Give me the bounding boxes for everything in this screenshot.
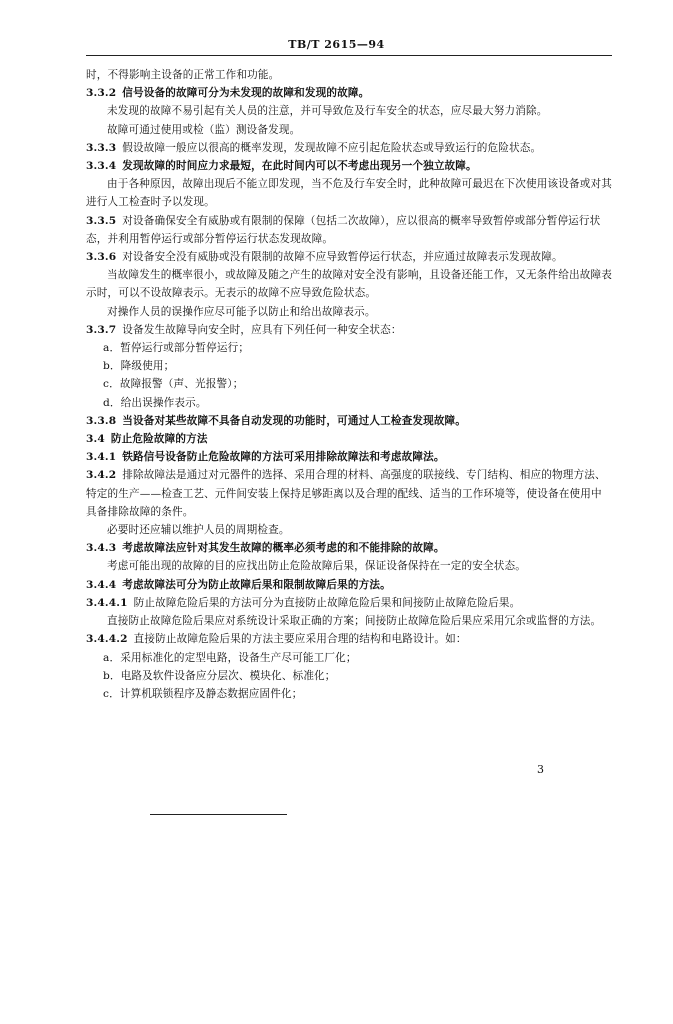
clause-3-4-2: 3.4.2 排除故障法是通过对元器件的选择、采用合理的材料、高强度的联接线、专门结构、相应的物理方法、特定的生产——检查工艺、元件间安装上保持足够距离以及合理的配线、适当的工作环境等，使设备在使用中具备排除故障的条件。 — [86, 469, 606, 518]
section-number: 3.3.3 — [86, 141, 117, 154]
list-item: a．采用标准化的定型电路，设备生产尽可能工厂化； — [103, 651, 357, 664]
list-item: b．电路及软件设备应分层次、模块化、标准化； — [103, 669, 336, 682]
clause-3-4-4-2: 3.4.4.2 直接防止故障危险后果的方法主要应采用合理的结构和电路设计。如： — [86, 633, 467, 646]
paragraph: 时，不得影响主设备的正常工作和功能。 — [86, 69, 280, 81]
clause-3-4-3: 3.4.3 考虑故障法应针对其发生故障的概率必须考虑的和不能排除的故障。 — [86, 542, 445, 555]
document-body — [86, 66, 612, 703]
page-number: 3 — [537, 763, 544, 776]
paragraph: 必要时还应辅以维护人员的周期检查。 — [107, 524, 290, 537]
section-number: 3.3.7 — [86, 323, 117, 336]
section-number: 3.3.2 — [86, 87, 117, 100]
list-item: c．计算机联锁程序及静态数据应固件化； — [103, 687, 303, 700]
section-number: 3.4.4.1 — [86, 596, 128, 609]
list-item: c．故障报警（声、光报警）； — [103, 378, 244, 391]
section-number: 3.3.4 — [86, 160, 117, 173]
paragraph: 未发现的故障不易引起有关人员的注意，并可导致危及行车安全的状态，应尽最大努力消除。 — [107, 105, 548, 118]
section-number: 3.4.1 — [86, 451, 117, 464]
list-item: d．给出误操作表示。 — [103, 396, 207, 409]
paragraph: 当故障发生的概率很小，或故障及随之产生的故障对安全没有影响，且设备还能工作，又无条件给出故障表示时，可以不设故障表示。无表示的故障不应导致危险状态。 — [86, 269, 612, 300]
section-number: 3.4.4 — [86, 578, 117, 591]
clause-3-3-8: 3.3.8 当设备对某些故障不具备自动发现的功能时，可通过人工检查发现故障。 — [86, 414, 467, 427]
paragraph: 考虑可能出现的故障的目的应找出防止危险故障后果，保证设备保持在一定的安全状态。 — [107, 560, 527, 573]
list-item: b．降级使用； — [103, 360, 175, 373]
clause-3-3-4: 3.3.4 发现故障的时间应力求最短，在此时间内可以不考虑出现另一个独立故障。 — [86, 160, 477, 173]
section-number: 3.3.6 — [86, 251, 117, 264]
clause-3-4-4-1: 3.4.4.1 防止故障危险后果的方法可分为直接防止故障危险后果和间接防止故障危险后果。 — [86, 596, 521, 609]
clause-3-3-3: 3.3.3 假设故障一般应以很高的概率发现，发现故障不应引起危险状态或导致运行的危险状态。 — [86, 141, 542, 154]
clause-3-3-2: 3.3.2 信号设备的故障可分为未发现的故障和发现的故障。 — [86, 87, 370, 100]
section-number: 3.4.2 — [86, 469, 117, 482]
section-number: 3.4.4.2 — [86, 633, 128, 646]
section-number: 3.3.8 — [86, 414, 117, 427]
section-number: 3.4.3 — [86, 542, 117, 555]
section-number: 3.4 — [86, 433, 105, 446]
list-item: a．暂停运行或部分暂停运行； — [103, 342, 250, 355]
paragraph: 由于各种原因，故障出现后不能立即发现，当不危及行车安全时，此种故障可最迟在下次使用该设备或对其进行人工检查时予以发现。 — [86, 178, 612, 209]
document-header: TB/T 2615—94 — [288, 38, 385, 51]
header-rule — [86, 55, 612, 56]
section-heading-3-4: 3.4 防止危险故障的方法 — [86, 433, 208, 446]
paragraph: 直接防止故障危险后果应对系统设计采取正确的方案；间接防止故障危险后果应采用冗余或监督的方法。 — [107, 615, 602, 628]
clause-3-4-1: 3.4.1 铁路信号设备防止危险故障的方法可采用排除故障法和考虑故障法。 — [86, 451, 445, 464]
section-number: 3.3.5 — [86, 214, 117, 227]
paragraph: 故障可通过使用或检（监）测设备发现。 — [107, 123, 301, 136]
paragraph: 对操作人员的误操作应尽可能予以防止和给出故障表示。 — [107, 305, 376, 318]
clause-3-3-5: 3.3.5 对设备确保安全有威胁或有限制的保障（包括二次故障），应以很高的概率导致暂停或部分暂停运行状态，并利用暂停运行或部分暂停运行状态发现故障。 — [86, 214, 601, 245]
clause-3-3-7: 3.3.7 设备发生故障导向安全时，应具有下列任何一种安全状态： — [86, 323, 402, 336]
clause-3-3-6: 3.3.6 对设备安全没有威胁或没有限制的故障不应导致暂停运行状态，并应通过故障表示发现故障。 — [86, 251, 563, 264]
footnote-rule — [150, 814, 287, 815]
clause-3-4-4: 3.4.4 考虑故障法可分为防止故障后果和限制故障后果的方法。 — [86, 578, 391, 591]
